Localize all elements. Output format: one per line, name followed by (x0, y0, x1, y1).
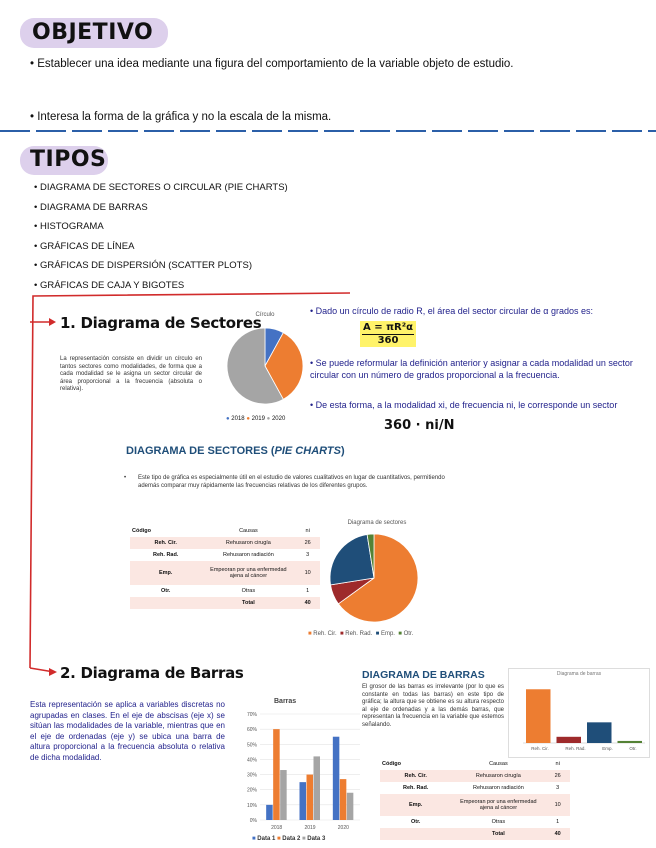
y-tick-label: 60% (246, 727, 257, 734)
table-total-row: Total 40 (130, 597, 320, 609)
bar (557, 737, 582, 743)
sectores-slide-bullet: • Este tipo de gráfica es especialmente útil en el estudio de valores cualitativos en lugar de cuantitativos, permitiendo además comparar muy rápidamente las frecuencias relativas de los diferentes grupos. (124, 475, 445, 489)
barras-heading: 2. Diagrama de Barras (60, 664, 244, 682)
circulo-chart-frame (222, 312, 308, 428)
circulo-chart-title: Círculo (255, 312, 275, 318)
x-tick-label: 2020 (337, 825, 349, 831)
sectores-pie (322, 528, 432, 628)
circulo-pie (222, 322, 308, 412)
y-tick-label: 20% (246, 787, 257, 794)
tipos-item: • GRÁFICAS DE LÍNEA (34, 240, 135, 252)
sectores-description: La representación consiste en dividir un círculo en tantos sectores como modalidades, de forma que a cada modalidad se le asigna un sector circular de área proporcional a la frecuencia (absoluta o relativa). (60, 356, 202, 392)
bar (340, 779, 347, 820)
tipos-item: • HISTOGRAMA (34, 221, 104, 232)
sectores-heading: 1. Diagrama de Sectores (60, 314, 262, 332)
barras-legend-label: Data 2 (282, 836, 301, 842)
circulo-legend-label: 2019 (251, 416, 265, 422)
barras-table (380, 758, 570, 840)
barras-small-axis-label: Reh. Rad. (565, 746, 586, 751)
formula-area (362, 322, 414, 347)
barras-small-chart-title: Diagrama de barras (556, 671, 602, 677)
barras-small-axis-label: Emp. (602, 746, 613, 751)
circulo-legend-label: 2020 (271, 416, 286, 422)
table-row: Otr. Otras 1 (160, 588, 310, 594)
table-row: Reh. Cir. Rehusaron cirugía 26 (130, 537, 320, 549)
bar (266, 805, 273, 820)
circulo-legend: ● 2018 ● 2019 ● 2020 (226, 416, 286, 422)
barras-slide-text: El grosor de las barras es irrelevante (por lo que es constante en todas las barras) en este tipo de gráfica; la altura que se obtiene es su altura respecto al eje de ordenadas y a las demás barras, que representan la frecuencia en la variable que estemos señalando. (362, 684, 504, 728)
tipos-item: • DIAGRAMA DE SECTORES O CIRCULAR (PIE CHARTS) (34, 182, 288, 193)
barras-small-axis-label: Reh. Cir. (531, 746, 549, 751)
sectores-legend-label: Otr. (403, 631, 414, 637)
sectores-table (130, 525, 320, 609)
formula-numerator: A = πR²α (363, 322, 413, 333)
formula-denominator: 360 (377, 335, 399, 346)
y-tick-label: 0% (249, 818, 257, 824)
table-row: Reh. Rad. Rehusaron radiación 3 (403, 785, 560, 791)
bar (300, 782, 307, 820)
sectores-legend-label: Reh. Cir. (313, 631, 337, 637)
barras-legend: ■ Data 1 ■ Data 2 ■ Data 3 (252, 836, 326, 842)
barras-chart-title: Barras (274, 698, 297, 705)
sectores-note-3: • De esta forma, a la modalidad xi, de frecuencia ni, le corresponde un sector (310, 400, 618, 410)
objetivo-bullet-1: • Establecer una idea mediante una figura del comportamiento de la variable objeto de estudio. (30, 58, 514, 70)
barras-legend-label: Data 1 (257, 836, 276, 842)
bar (273, 729, 280, 820)
barras-chart-frame (234, 698, 364, 846)
sectores-pie-legend: ■ Reh. Cir. ■ Reh. Rad. ■ Emp. ■ Otr. (308, 631, 414, 637)
bar (307, 775, 314, 820)
formula-sector: 360 · ni/N (384, 418, 455, 433)
bar (314, 756, 321, 820)
sectores-note-1: • Dado un círculo de radio R, el área del sector circular de α grados es: (310, 306, 593, 316)
bar (526, 689, 551, 743)
y-tick-label: 50% (246, 742, 257, 749)
barras-description: Esta representación se aplica a variables discretas no agrupadas en clases. En el eje de abscisas (eje x) se sitúan las modalidades de la variable, mientras que en el eje de ordenadas (eje y) se ubica una barra de altura proporcional a la frecuencia absoluta o relativa de dicha modalidad. (30, 700, 225, 762)
table-total-row: Total 40 (380, 828, 570, 840)
sectores-legend-label: Reh. Rad. (345, 631, 373, 637)
table-row: Otr. Otras 1 (410, 819, 560, 825)
barras-legend-label: Data 3 (307, 836, 326, 842)
sectores-legend-label: Emp. (380, 631, 395, 637)
table-header-row: Código Causas ni (132, 528, 310, 534)
table-row: Reh. Cir. Rehusaron cirugía 26 (380, 770, 570, 782)
table-header-row: Código Causas ni (382, 761, 560, 767)
bar (618, 741, 643, 743)
bar (333, 737, 340, 820)
barras-small-chart-frame (508, 668, 650, 758)
x-tick-label: 2019 (304, 825, 316, 831)
barras-slide-title: DIAGRAMA DE BARRAS (362, 669, 485, 681)
bar (280, 770, 287, 820)
table-row: Reh. Rad. Rehusaron radiación 3 (153, 552, 310, 558)
barras-small-chart (509, 677, 649, 747)
tipos-title: TIPOS (30, 147, 107, 172)
circulo-legend-label: 2018 (231, 416, 245, 422)
y-tick-label: 30% (246, 772, 257, 779)
x-tick-label: 2018 (271, 825, 283, 831)
table-row: Emp. Empeoran por una enfermedad ajena al cáncer 10 (380, 794, 570, 816)
barras-small-axis-label: Otr. (629, 746, 637, 751)
pie-slice (330, 535, 374, 585)
objetivo-title: OBJETIVO (32, 20, 154, 45)
tipos-item: • GRÁFICAS DE DISPERSIÓN (SCATTER PLOTS) (34, 260, 252, 271)
tipos-item: • DIAGRAMA DE BARRAS (34, 201, 148, 213)
y-tick-label: 40% (246, 757, 257, 764)
y-tick-label: 10% (246, 802, 257, 809)
tipos-item: • GRÁFICAS DE CAJA Y BIGOTES (34, 279, 185, 291)
sectores-pie-title: Diagrama de sectores (347, 520, 407, 526)
sectores-slide-title: DIAGRAMA DE SECTORES (PIE CHARTS) (126, 445, 345, 457)
sectores-pie-frame (322, 520, 462, 645)
barras-chart (234, 708, 364, 834)
bar (587, 722, 612, 743)
table-row: Emp. Empeoran por una enfermedad ajena al cáncer 10 (130, 561, 320, 585)
barras-small-axis-labels (523, 746, 645, 751)
y-tick-label: 70% (246, 712, 257, 718)
objetivo-bullet-2: • Interesa la forma de la gráfica y no la escala de la misma. (30, 111, 332, 123)
sectores-note-2: • Se puede reformular la definición anterior y asignar a cada modalidad un sector circular con un número de grados proporcional a la frecuencia. (310, 358, 633, 380)
bar (347, 793, 354, 820)
